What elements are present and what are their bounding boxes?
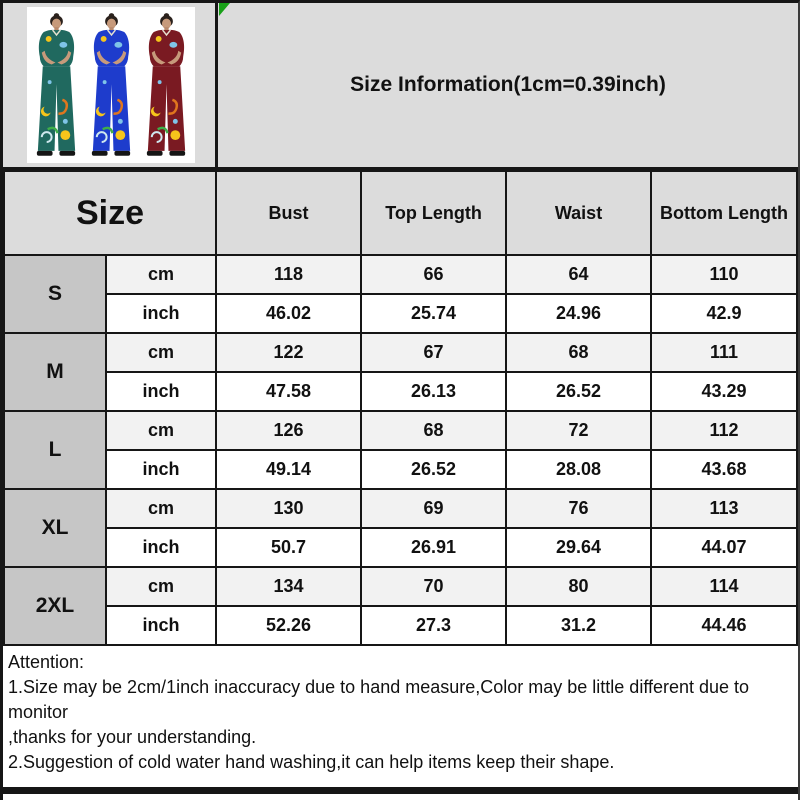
size-label-m: M: [4, 333, 106, 411]
title-cell: [218, 3, 798, 167]
cell-value: 118: [216, 255, 361, 294]
unit-label: cm: [106, 489, 216, 528]
col-header-waist: Waist: [506, 171, 651, 255]
cell-value: 26.52: [506, 372, 651, 411]
size-table: [3, 170, 798, 646]
cell-value: 31.2: [506, 606, 651, 645]
product-photo: [27, 7, 195, 163]
table-row: [4, 255, 797, 294]
unit-label: inch: [106, 372, 216, 411]
attention-line: 2.Suggestion of cold water hand washing,it can help items keep their shape.: [8, 752, 615, 772]
attention-line: ,thanks for your understanding.: [8, 727, 257, 747]
table-header-row: [4, 171, 797, 255]
attention-heading: Attention:: [8, 652, 85, 672]
col-header-bottom-length: Bottom Length: [651, 171, 797, 255]
table-row: [4, 411, 797, 450]
cell-value: 47.58: [216, 372, 361, 411]
size-label-s: S: [4, 255, 106, 333]
cell-value: 113: [651, 489, 797, 528]
table-row: [4, 567, 797, 606]
cell-value: 52.26: [216, 606, 361, 645]
unit-label: inch: [106, 294, 216, 333]
cell-value: 126: [216, 411, 361, 450]
cell-value: 110: [651, 255, 797, 294]
table-row: [4, 450, 797, 489]
unit-label: cm: [106, 333, 216, 372]
cell-value: 24.96: [506, 294, 651, 333]
cell-value: 44.07: [651, 528, 797, 567]
unit-label: inch: [106, 528, 216, 567]
cell-value: 76: [506, 489, 651, 528]
cell-value: 80: [506, 567, 651, 606]
top-row: [3, 3, 798, 170]
cell-value: 111: [651, 333, 797, 372]
unit-label: inch: [106, 450, 216, 489]
cell-value: 69: [361, 489, 506, 528]
jumpsuit-figure-maroon: [140, 13, 193, 163]
unit-label: cm: [106, 567, 216, 606]
table-row: [4, 333, 797, 372]
cell-value: 26.91: [361, 528, 506, 567]
attention-line: 1.Size may be 2cm/1inch inaccuracy due to hand measure,Color may be little different due to monitor: [8, 677, 750, 722]
unit-label: cm: [106, 255, 216, 294]
table-row: [4, 294, 797, 333]
jumpsuit-figure-teal: [30, 13, 83, 163]
table-row: [4, 606, 797, 645]
unit-label: inch: [106, 606, 216, 645]
cell-value: 43.68: [651, 450, 797, 489]
cell-value: 72: [506, 411, 651, 450]
page-title: Size Information(1cm=0.39inch): [350, 73, 666, 96]
cell-value: 134: [216, 567, 361, 606]
col-header-size: Size: [4, 171, 216, 255]
cell-value: 46.02: [216, 294, 361, 333]
cell-value: 29.64: [506, 528, 651, 567]
cell-value: 70: [361, 567, 506, 606]
cell-value: 25.74: [361, 294, 506, 333]
size-label-2xl: 2XL: [4, 567, 106, 645]
size-label-xl: XL: [4, 489, 106, 567]
cell-value: 43.29: [651, 372, 797, 411]
table-row: [4, 528, 797, 567]
cell-value: 50.7: [216, 528, 361, 567]
col-header-bust: Bust: [216, 171, 361, 255]
table-row: [4, 489, 797, 528]
cell-value: 27.3: [361, 606, 506, 645]
cell-value: 42.9: [651, 294, 797, 333]
cell-value: 44.46: [651, 606, 797, 645]
cell-value: 67: [361, 333, 506, 372]
unit-label: cm: [106, 411, 216, 450]
cell-value: 64: [506, 255, 651, 294]
cell-value: 130: [216, 489, 361, 528]
col-header-top-length: Top Length: [361, 171, 506, 255]
cell-value: 26.13: [361, 372, 506, 411]
cell-value: 26.52: [361, 450, 506, 489]
jumpsuit-figure-blue: [85, 13, 138, 163]
cell-value: 66: [361, 255, 506, 294]
corner-marker-icon: [219, 3, 230, 16]
cell-value: 114: [651, 567, 797, 606]
cell-value: 49.14: [216, 450, 361, 489]
cell-value: 28.08: [506, 450, 651, 489]
size-label-l: L: [4, 411, 106, 489]
attention-section: [3, 646, 798, 787]
cell-value: 68: [361, 411, 506, 450]
table-row: [4, 372, 797, 411]
cell-value: 122: [216, 333, 361, 372]
product-photo-cell: [3, 3, 218, 167]
cell-value: 112: [651, 411, 797, 450]
bottom-border-bar: [3, 787, 798, 794]
cell-value: 68: [506, 333, 651, 372]
